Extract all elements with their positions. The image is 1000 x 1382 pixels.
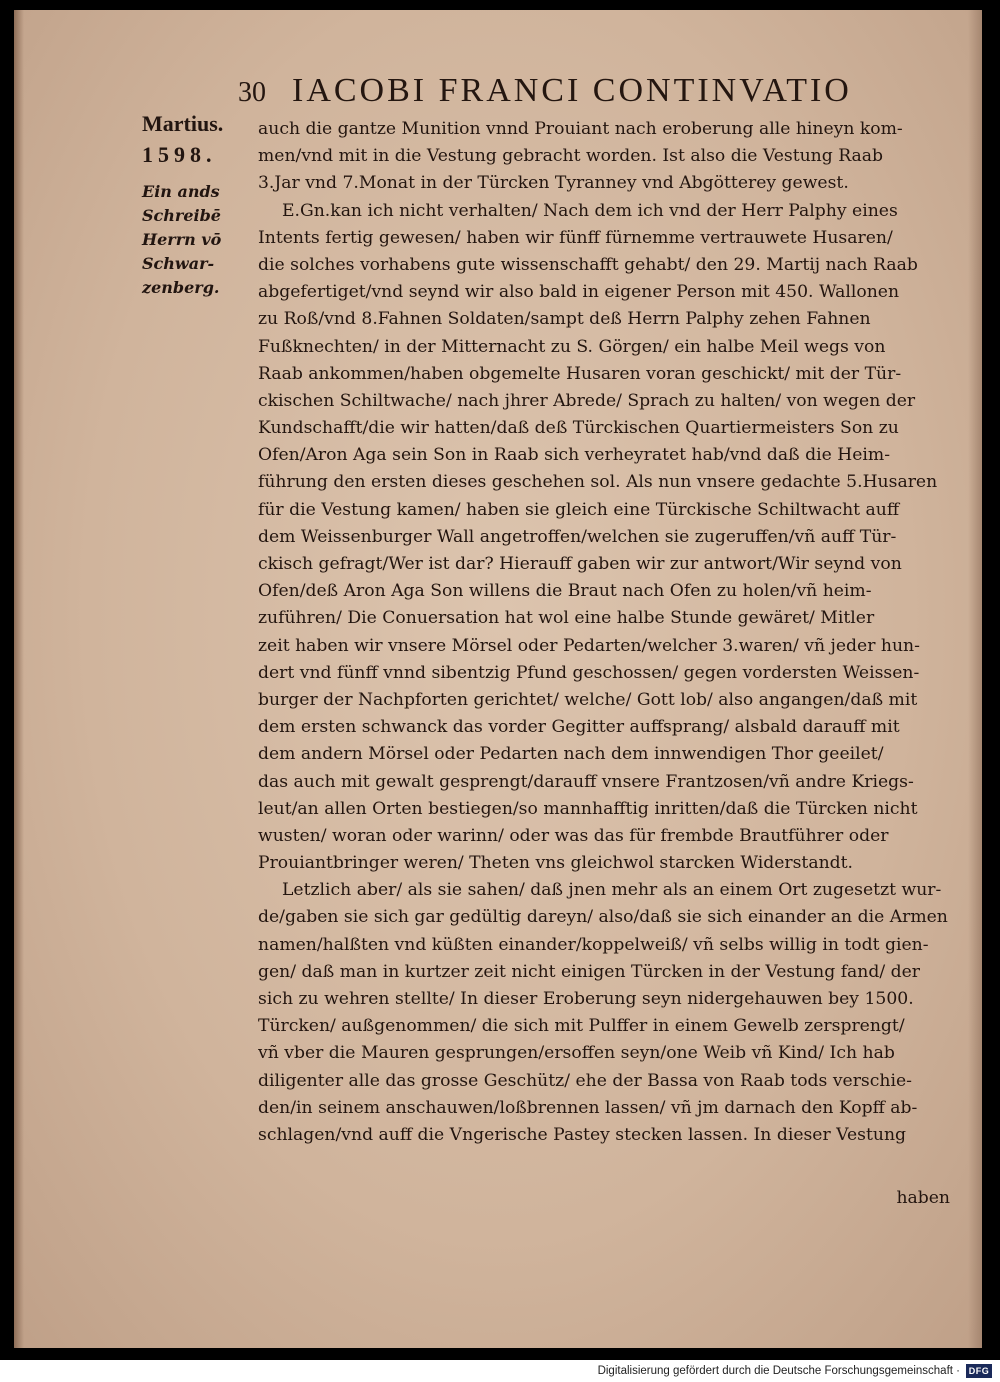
text-line: abgefertiget/vnd seynd wir also bald in eigener Person mit 450. Wallonen	[258, 282, 900, 303]
text-line: E.Gn.kan ich nicht verhalten/ Nach dem ich vnd der Herr Palphy eines	[282, 200, 898, 221]
text-line: den/in seinem anschauwen/loßbrennen lassen/ vñ jm darnach den Kopff ab-	[258, 1097, 918, 1118]
text-line: auch die gantze Munition vnnd Prouiant nach eroberung alle hineyn kom-	[258, 119, 903, 139]
text-line: für die Vestung kamen/ haben sie gleich eine Türckische Schiltwacht auff	[258, 499, 900, 520]
text-line: sich zu wehren stellte/ In dieser Eroberung seyn nidergehauwen bey 1500.	[258, 989, 914, 1009]
text-line: 3.Jar vnd 7.Monat in der Türcken Tyranney vnd Abgötterey gewest.	[258, 173, 849, 194]
text-line: Intents fertig gewesen/ haben wir fünff fürnemme vertrauwete Husaren/	[258, 227, 893, 248]
text-line: dem andern Mörsel oder Pedarten nach dem innwendigen Thor geeilet/	[258, 744, 884, 765]
footer-bar	[0, 1360, 1000, 1382]
text-line: das auch mit gewalt gesprengt/darauff vnsere Frantzosen/vñ andre Kriegs-	[258, 771, 914, 792]
text-line: zuführen/ Die Conuersation hat wol eine halbe Stunde gewäret/ Mitler	[258, 608, 875, 629]
text-line: zu Roß/vnd 8.Fahnen Soldaten/sampt deß Herrn Palphy zehen Fahnen	[258, 309, 871, 330]
text-line: Fußknechten/ in der Mitternacht zu S. Görgen/ ein halbe Meil wegs von	[258, 336, 886, 357]
text-line: Ofen/Aron Aga sein Son in Raab sich verheyratet hab/vnd daß die Heim-	[258, 445, 891, 466]
page-edge-shadow	[968, 10, 982, 1348]
text-line: dert vnd fünff vnnd sibentzig Pfund geschossen/ gegen vordersten Weissen-	[258, 662, 920, 683]
text-line: Prouiantbringer weren/ Theten vns gleichwol starcken Widerstandt.	[258, 853, 854, 874]
text-line: Ofen/deß Aron Aga Son willens die Braut nach Ofen zu holen/vñ heim-	[258, 581, 872, 602]
text-line: Letzlich aber/ als sie sahen/ daß jnen mehr als an einem Ort zugesetzt wur-	[282, 880, 942, 901]
margin-date-year: 1598.	[142, 142, 217, 167]
text-line: schlagen/vnd auff die Vngerische Pastey stecken lassen. In dieser Vestung	[258, 1124, 907, 1145]
text-line: gen/ daß man in kurtzer zeit nicht einigen Türcken in der Vestung fand/ der	[258, 961, 921, 982]
side-note-line: Schreibē	[142, 206, 221, 225]
text-line: dem Weissenburger Wall angetroffen/welchen sie zugeruffen/vñ auff Tür-	[258, 526, 897, 547]
page-number: 30	[238, 77, 266, 108]
side-note-line: zenberg.	[142, 278, 220, 297]
text-line: dem ersten schwanck das vorder Gegitter auffsprang/ alsbald darauff mit	[258, 717, 900, 738]
text-line: führung den ersten dieses geschehen sol. Als nun vnsere gedachte 5.Husaren	[258, 472, 938, 493]
catchword: haben	[896, 1188, 950, 1208]
text-line: die solches vorhabens gute wissenschafft gehabt/ den 29. Martij nach Raab	[258, 254, 918, 275]
margin-notes	[142, 108, 257, 300]
text-line: zeit haben wir vnsere Mörsel oder Pedarten/welcher 3.waren/ vñ jeder hun-	[258, 635, 920, 656]
side-note-line: Schwar-	[142, 254, 215, 273]
text-line: wusten/ woran oder warinn/ oder was das für frembde Brautführer oder	[258, 825, 889, 846]
text-line: Türcken/ außgenommen/ die sich mit Pulffer in einem Gewelb zersprengt/	[258, 1016, 905, 1037]
text-line: vñ vber die Mauren gesprungen/ersoffen seyn/one Weib vñ Kind/ Ich hab	[258, 1043, 895, 1064]
side-note-line: Ein ands	[142, 182, 220, 201]
page-header	[238, 72, 898, 110]
text-line: burger der Nachpforten gerichtet/ welche/ Gott lob/ also angangen/daß mit	[258, 689, 918, 710]
funding-credit: Digitalisierung gefördert durch die Deutsche Forschungsgemeinschaft ·	[597, 1365, 960, 1377]
text-line: men/vnd mit in die Vestung gebracht worden. Ist also die Vestung Raab	[258, 146, 884, 167]
text-line: Raab ankommen/haben obgemelte Husaren voran geschickt/ mit der Tür-	[258, 363, 902, 384]
dfg-logo-icon: DFG	[966, 1364, 992, 1378]
margin-date	[142, 108, 257, 170]
running-title: IACOBI FRANCI CONTINVATIO	[292, 72, 852, 109]
text-line: Kundschafft/die wir hatten/daß deß Türckischen Quartiermeisters Son zu	[258, 418, 899, 439]
main-text	[258, 116, 948, 1149]
margin-side-note	[142, 180, 257, 300]
text-line: diligenter alle das grosse Geschütz/ ehe der Bassa von Raab tods verschie-	[258, 1070, 912, 1091]
text-line: namen/halßten vnd küßten einander/koppelweiß/ vñ selbs willig in todt gien-	[258, 934, 929, 955]
side-note-line: Herrn vō	[142, 230, 222, 249]
text-line: ckischen Schiltwache/ nach jhrer Abrede/ Sprach zu halten/ von wegen der	[258, 390, 916, 411]
margin-date-month: Martius.	[142, 111, 224, 136]
text-line: leut/an allen Orten bestiegen/so mannhafftig inritten/daß die Türcken nicht	[258, 798, 918, 819]
text-line: ckisch gefragt/Wer ist dar? Hierauff gaben wir zur antwort/Wir seynd von	[258, 554, 902, 574]
text-line: de/gaben sie sich gar gedültig dareyn/ also/daß sie sich einander an die Armen	[258, 907, 948, 928]
page-gutter-shadow	[14, 10, 24, 1348]
